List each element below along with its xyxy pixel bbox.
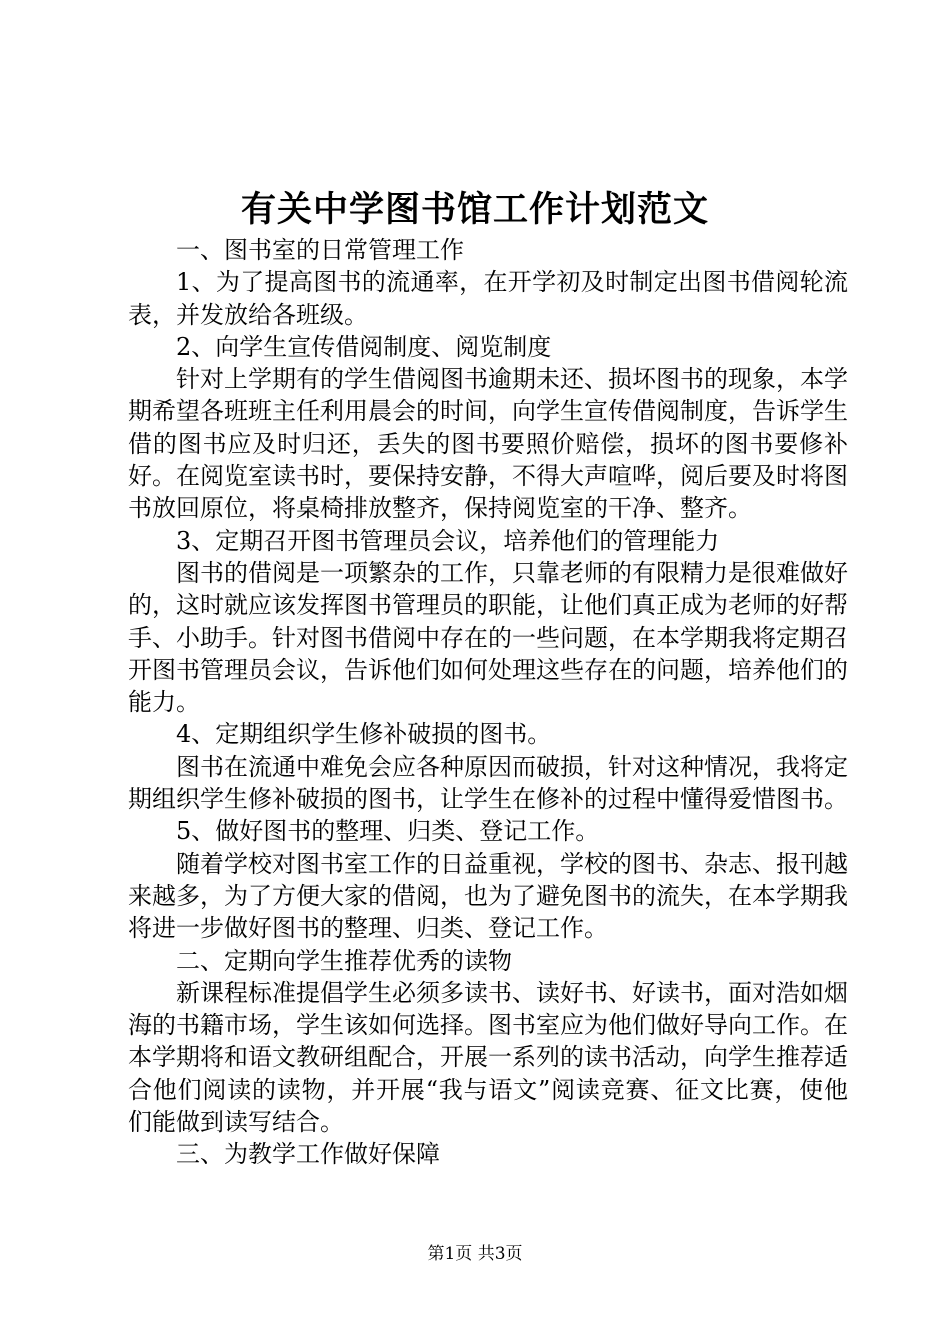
- subsection-heading: 5、做好图书的整理、归类、登记工作。: [176, 817, 600, 846]
- document-body: [128, 234, 848, 1171]
- section-heading: 一、图书室的日常管理工作: [176, 236, 464, 264]
- subsection-heading: 4、定期组织学生修补破损的图书。: [176, 720, 552, 749]
- body-paragraph: 新课程标准提倡学生必须多读书、读好书、好读书，面对浩如烟海的书籍市场，学生该如何选择。图书室应为他们做好导向工作。在本学期将和语文教研组配合，开展一系列的读书活动，向学生推荐适合他们阅读的读物，并开展“我与语文”阅读竞赛、征文比赛，使他们能做到读写结合。: [128, 978, 848, 1137]
- section-heading: 三、为教学工作做好保障: [176, 1140, 440, 1169]
- body-paragraph: 针对上学期有的学生借阅图书逾期未还、损坏图书的现象，本学期希望各班班主任利用晨会的时间，向学生宣传借阅制度，告诉学生借的图书应及时归还，丢失的图书要照价赔偿，损坏的图书要修补好。在阅览室读书时，要保持安静，不得大声喧哗，阅后要及时将图书放回原位，将桌椅排放整齐，保持阅览室的干净、整齐。: [128, 365, 848, 523]
- subsection-heading: 2、向学生宣传借阅制度、阅览制度: [176, 332, 552, 361]
- body-paragraph: 1、为了提高图书的流通率，在开学初及时制定出图书借阅轮流表，并发放给各班级。: [128, 268, 848, 329]
- section-heading: 二、定期向学生推荐优秀的读物: [176, 946, 512, 975]
- body-paragraph: 图书在流通中难免会应各种原因而破损，针对这种情况，我将定期组织学生修补破损的图书，让学生在修补的过程中懂得爱惜图书。: [128, 752, 848, 814]
- body-paragraph: 随着学校对图书室工作的日益重视，学校的图书、杂志、报刊越来越多，为了方便大家的借阅，也为了避免图书的流失，在本学期我将进一步做好图书的整理、归类、登记工作。: [128, 849, 848, 943]
- subsection-heading: 3、定期召开图书管理员会议，培养他们的管理能力: [176, 526, 720, 555]
- page-number-footer: 第1页 共3页: [427, 1244, 523, 1264]
- document-title: 有关中学图书馆工作计划范文: [240, 190, 709, 230]
- body-paragraph: 图书的借阅是一项繁杂的工作，只靠老师的有限精力是很难做好的，这时就应该发挥图书管理员的职能，让他们真正成为老师的好帮手、小助手。针对图书借阅中存在的一些问题，在本学期我将定期召开图书管理员会议，告诉他们如何处理这些存在的问题，培养他们的能力。: [128, 558, 848, 717]
